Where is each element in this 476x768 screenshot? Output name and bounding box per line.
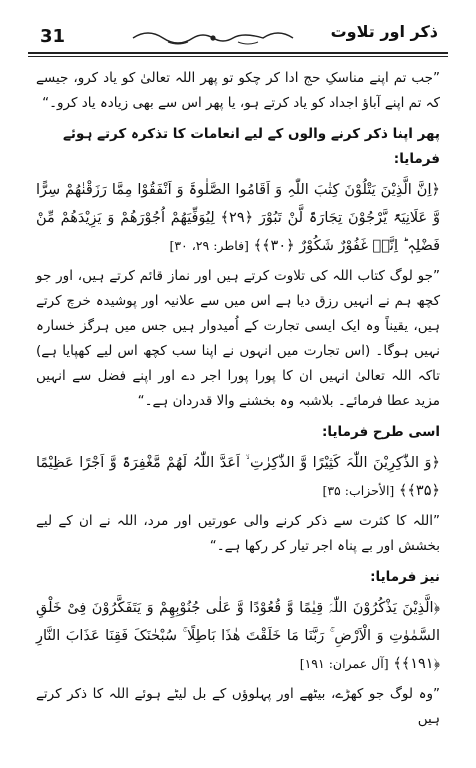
verse-text: ﴿الَّذِیْنَ یَذْکُرُوْنَ اللّٰہَ قِیٰمًا وَّ قُعُوْدًا وَّ عَلٰی جُنُوْبِھِمْ وَ یَتَفَکَّرُوْنَ فِیْ خَلْقِ السَّمٰوٰتِ وَ الْاَرْضِ ۚ رَبَّنَا مَا خَلَقْتَ ھٰذَا بَاطِلًا ۚ سُبْحٰنَکَ فَقِنَا عَذَابَ النَّارِ ﴿۱۹۱﴾﴾ [36,600,440,672]
paragraph: ”جو لوگ کتاب اللہ کی تلاوت کرتے ہیں اور نماز قائم کرتے ہیں، اور جو کچھ ہم نے انہیں رزق دیا ہے اس میں سے علانیہ اور پوشیدہ خرچ کرتے ہیں، یقیناً وہ ایک ایسی تجارت کے اُمیدوار ہیں جس میں ہرگز خسارہ نہیں ہوگا۔ (اس تجارت میں انہوں نے اپنا سب کچھ اس لیے کھپایا ہے) تاکہ اللہ تعالیٰ انہیں ان کا پورا پورا اجر دے اور اپنے فضل سے انہیں مزید عطا فرمائے۔ بلاشبہ وہ بخشنے والا قدردان ہے۔“ [36,268,440,409]
intro-line: پھر اپنا ذکر کرنے والوں کے لیے انعامات کا تذکرہ کرتے ہوئے فرمایا: [63,126,440,167]
page-body [36,66,440,738]
verse-text: ﴿وَ الذّٰکِرِیْنَ اللّٰہَ کَثِیْرًا وَّ الذّٰکِرٰتِ ۙ اَعَدَّ اللّٰہُ لَھُمْ مَّغْفِرَۃً وَّ اَجْرًا عَظِیْمًا ﴿۳۵﴾﴾ [36,455,440,499]
paragraph: ”وہ لوگ جو کھڑے، بیٹھے اور پہلوؤں کے بل لیٹے ہوئے اللہ کا ذکر کرتے ہیں [36,686,440,727]
quran-verse [36,594,440,678]
header-rule-thin [28,56,448,57]
paragraph: ”جب تم اپنے مناسکِ حج ادا کر چکو تو پھر اللہ تعالیٰ کو یاد کرو، جیسے کہ تم اپنے آباؤ اجداد کو یاد کرتے ہو، یا پھر اس سے بھی زیادہ یاد کرو۔“ [36,70,440,111]
intro-line: اسی طرح فرمایا: [321,424,440,440]
verse-reference: [الأحزاب: ۳۵] [322,483,395,498]
paragraph: ”اللہ کا کثرت سے ذکر کرنے والی عورتیں اور مرد، اللہ نے ان کے لیے بخشش اور بے پناہ اجر تیار کر رکھا ہے۔“ [36,513,440,554]
page-header [28,18,448,52]
intro-line: نیز فرمایا: [370,569,440,585]
header-rule [28,52,448,54]
quran-verse [36,449,440,505]
running-title: ذکر اور تلاوت [330,22,438,41]
page-number: 31 [40,26,66,47]
verse-text: ﴿اِنَّ الَّذِیْنَ یَتْلُوْنَ کِتٰبَ اللّٰہِ وَ اَقَامُوا الصَّلٰوۃَ وَ اَنْفَقُوْا مِمَّا رَزَقْنٰھُمْ سِرًّا وَّ عَلَانِیَۃً یَّرْجُوْنَ تِجَارَۃً لَّنْ تَبُوْرَ ﴿۲۹﴾ لِیُوَفِّیَھُمْ اُجُوْرَھُمْ وَ یَزِیْدَھُمْ مِّنْ فَضْلِہٖ ؕ اِنَّہٗ غَفُوْرٌ شَکُوْرٌ ﴿۳۰﴾﴾ [36,182,440,254]
verse-reference: [آل عمران: ۱۹۱] [299,656,389,671]
quran-verse [36,176,440,260]
verse-reference: [فاطر: ۲۹، ۳۰] [169,238,249,253]
header-ornament [128,28,298,48]
